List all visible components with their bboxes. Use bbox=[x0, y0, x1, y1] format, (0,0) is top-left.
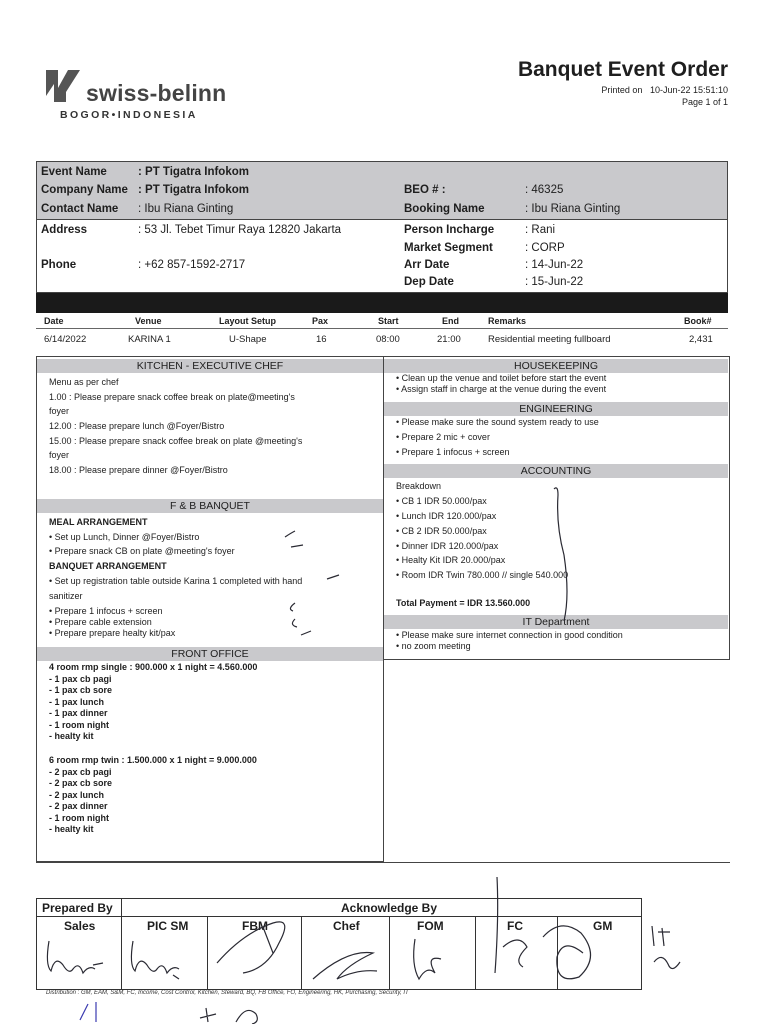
accounting-line: • CB 2 IDR 50.000/pax bbox=[396, 526, 487, 536]
col-layout: Layout Setup bbox=[219, 316, 277, 326]
sig-divider bbox=[207, 916, 208, 989]
prepared-by-label: Prepared By bbox=[42, 901, 113, 915]
margin-annotation bbox=[648, 922, 688, 976]
cell-remarks: Residential meeting fullboard bbox=[488, 334, 611, 345]
banquet-line: • Prepare cable extension bbox=[49, 617, 152, 627]
event-info-box bbox=[36, 161, 728, 293]
right-department-column bbox=[384, 356, 730, 660]
segment-value: : CORP bbox=[525, 242, 565, 254]
banquet-line: sanitizer bbox=[49, 591, 83, 601]
role-fbm: FBM bbox=[242, 919, 268, 933]
booking-value: : Ibu Riana Ginting bbox=[525, 203, 621, 215]
kitchen-title: KITCHEN - EXECUTIVE CHEF bbox=[37, 359, 383, 373]
chef-signature bbox=[307, 939, 387, 987]
accounting-line: • Room IDR Twin 780.000 // single 540.000 bbox=[396, 570, 569, 580]
fo-line: - 1 pax cb pagi bbox=[49, 674, 112, 684]
page-number: Page 1 of 1 bbox=[681, 97, 728, 107]
person-label: Person Incharge bbox=[404, 224, 495, 236]
fo-line: - 1 pax lunch bbox=[49, 697, 105, 707]
printed-label: Printed on bbox=[601, 85, 643, 95]
swiss-belinn-logo-icon bbox=[42, 66, 82, 106]
acknowledge-by-label: Acknowledge By bbox=[341, 901, 438, 915]
company-value: : PT Tigatra Infokom bbox=[138, 184, 249, 196]
front-office-title: FRONT OFFICE bbox=[37, 647, 383, 661]
cell-pax: 16 bbox=[316, 334, 327, 345]
pic-sm-signature bbox=[127, 935, 197, 985]
col-date: Date bbox=[44, 316, 64, 326]
sig-divider bbox=[389, 916, 390, 989]
fo-line: - 1 pax cb sore bbox=[49, 685, 113, 695]
sales-signature bbox=[43, 935, 113, 985]
phone-label: Phone bbox=[41, 259, 77, 271]
kitchen-line: 18.00 : Please prepare dinner @Foyer/Bistro bbox=[49, 465, 228, 475]
fb-banquet-title: F & B BANQUET bbox=[37, 499, 383, 513]
col-pax: Pax bbox=[312, 316, 329, 326]
segment-label: Market Segment bbox=[404, 242, 493, 254]
beo-label: BEO # : bbox=[404, 184, 446, 196]
fc-gm-signature bbox=[483, 877, 643, 987]
accounting-line: • Dinner IDR 120.000/pax bbox=[396, 541, 499, 551]
distribution-list: Distribution : GM, EAM, S&M, FC, Income, Cost Control, Kitchen, Steward, BQ, FB Office, FO, Engineering, HK, Purchasing, Security, IT bbox=[46, 990, 409, 996]
dep-date-value: : 15-Jun-22 bbox=[525, 276, 584, 288]
it-line: • Please make sure internet connection in good condition bbox=[396, 630, 623, 640]
banquet-heading: BANQUET ARRANGEMENT bbox=[49, 561, 167, 571]
table-header-rule bbox=[36, 328, 728, 329]
role-sales: Sales bbox=[64, 919, 96, 933]
cell-venue: KARINA 1 bbox=[128, 334, 171, 345]
fo-line: - 2 pax cb pagi bbox=[49, 767, 112, 777]
col-remarks: Remarks bbox=[488, 316, 527, 326]
arr-date-value: : 14-Jun-22 bbox=[525, 259, 584, 271]
fo-line: - 2 pax dinner bbox=[49, 801, 108, 811]
housekeeping-line: • Clean up the venue and toilet before start the event bbox=[396, 373, 607, 383]
accounting-line: • Healty Kit IDR 20.000/pax bbox=[396, 555, 506, 565]
person-value: : Rani bbox=[525, 224, 556, 236]
role-fc: FC bbox=[507, 919, 523, 933]
left-department-column bbox=[36, 356, 384, 862]
it-title: IT Department bbox=[384, 615, 728, 629]
col-book: Book# bbox=[684, 316, 712, 326]
fo-line: - 2 pax cb sore bbox=[49, 778, 113, 788]
cell-layout: U-Shape bbox=[229, 334, 267, 345]
phone-value: : +62 857-1592-2717 bbox=[138, 259, 246, 271]
accounting-line: • Lunch IDR 120.000/pax bbox=[396, 511, 497, 521]
kitchen-line: 1.00 : Please prepare snack coffee break on plate@meeting's bbox=[49, 392, 295, 402]
booking-label: Booking Name bbox=[404, 203, 485, 215]
fo-line: - 1 room night bbox=[49, 720, 109, 730]
banquet-line: • Set up registration table outside Karina 1 completed with hand bbox=[49, 576, 303, 586]
printed-value: 10-Jun-22 15:51:10 bbox=[649, 85, 728, 95]
address-value: : 53 Jl. Tebet Timur Raya 12820 Jakarta bbox=[138, 224, 342, 236]
kitchen-line: 12.00 : Please prepare lunch @Foyer/Bistro bbox=[49, 421, 225, 431]
banquet-line: • Prepare 1 infocus + screen bbox=[49, 606, 163, 616]
role-pic-sm: PIC SM bbox=[147, 919, 189, 933]
col-venue: Venue bbox=[135, 316, 162, 326]
banquet-line: • Prepare prepare healty kit/pax bbox=[49, 628, 176, 638]
dep-date-label: Dep Date bbox=[404, 276, 454, 288]
engineering-line: • Please make sure the sound system ready to use bbox=[396, 417, 599, 427]
accounting-title: ACCOUNTING bbox=[384, 464, 728, 478]
meal-line: • Prepare snack CB on plate @meeting's foyer bbox=[49, 546, 235, 556]
meal-line: • Set up Lunch, Dinner @Foyer/Bistro bbox=[49, 532, 200, 542]
printed-on bbox=[601, 85, 728, 95]
fo-block1-heading: 4 room rmp single : 900.000 x 1 night = 4.560.000 bbox=[49, 662, 258, 672]
dark-divider-bar bbox=[36, 293, 728, 313]
address-label: Address bbox=[41, 224, 88, 236]
cell-book: 2,431 bbox=[689, 334, 713, 345]
fbm-signature bbox=[213, 913, 303, 983]
housekeeping-line: • Assign staff in charge at the venue during the event bbox=[396, 384, 607, 394]
handwritten-checkmarks bbox=[283, 531, 343, 641]
contact-value: : Ibu Riana Ginting bbox=[138, 203, 234, 215]
kitchen-line: 15.00 : Please prepare snack coffee break on plate @meeting's bbox=[49, 436, 303, 446]
fo-block2-heading: 6 room rmp twin : 1.500.000 x 1 night = 9.000.000 bbox=[49, 755, 257, 765]
role-gm: GM bbox=[593, 919, 613, 933]
engineering-line: • Prepare 2 mic + cover bbox=[396, 432, 490, 442]
kitchen-line: foyer bbox=[49, 406, 70, 416]
cell-date: 6/14/2022 bbox=[44, 334, 87, 345]
it-line: • no zoom meeting bbox=[396, 641, 471, 651]
beo-value: : 46325 bbox=[525, 184, 564, 196]
fo-line: - 2 pax lunch bbox=[49, 790, 105, 800]
cell-end: 21:00 bbox=[437, 334, 461, 345]
bottom-scribble bbox=[196, 1004, 266, 1024]
col-end: End bbox=[442, 316, 459, 326]
role-chef: Chef bbox=[333, 919, 360, 933]
fo-line: - healty kit bbox=[49, 824, 94, 834]
fo-line: - healty kit bbox=[49, 731, 94, 741]
bottom-blue-mark bbox=[74, 1000, 114, 1024]
role-fom: FOM bbox=[417, 919, 444, 933]
fo-line: - 1 pax dinner bbox=[49, 708, 108, 718]
engineering-title: ENGINEERING bbox=[384, 402, 728, 416]
kitchen-line: foyer bbox=[49, 450, 70, 460]
meal-heading: MEAL ARRANGEMENT bbox=[49, 517, 148, 527]
accounting-line: Breakdown bbox=[396, 481, 442, 491]
sig-divider bbox=[121, 899, 122, 989]
contact-label: Contact Name bbox=[41, 203, 119, 215]
handwritten-vertical-stroke bbox=[544, 485, 574, 625]
kitchen-line: Menu as per chef bbox=[49, 377, 119, 387]
accounting-line: • CB 1 IDR 50.000/pax bbox=[396, 496, 487, 506]
company-label: Company Name bbox=[41, 184, 128, 196]
sig-divider bbox=[475, 916, 476, 989]
col-start: Start bbox=[378, 316, 399, 326]
section-bottom-rule bbox=[36, 862, 730, 863]
fom-signature bbox=[405, 935, 465, 987]
housekeeping-title: HOUSEKEEPING bbox=[384, 359, 728, 373]
total-payment: Total Payment = IDR 13.560.000 bbox=[396, 598, 531, 608]
fo-line: - 1 room night bbox=[49, 813, 109, 823]
event-name-value: : PT Tigatra Infokom bbox=[138, 166, 249, 178]
signature-table bbox=[36, 898, 642, 990]
brand-location: BOGOR•INDONESIA bbox=[60, 109, 198, 121]
cell-start: 08:00 bbox=[376, 334, 400, 345]
brand-name: swiss-belinn bbox=[86, 80, 227, 106]
arr-date-label: Arr Date bbox=[404, 259, 450, 271]
page-title: Banquet Event Order bbox=[517, 58, 728, 81]
engineering-line: • Prepare 1 infocus + screen bbox=[396, 447, 510, 457]
event-name-label: Event Name bbox=[41, 166, 107, 178]
